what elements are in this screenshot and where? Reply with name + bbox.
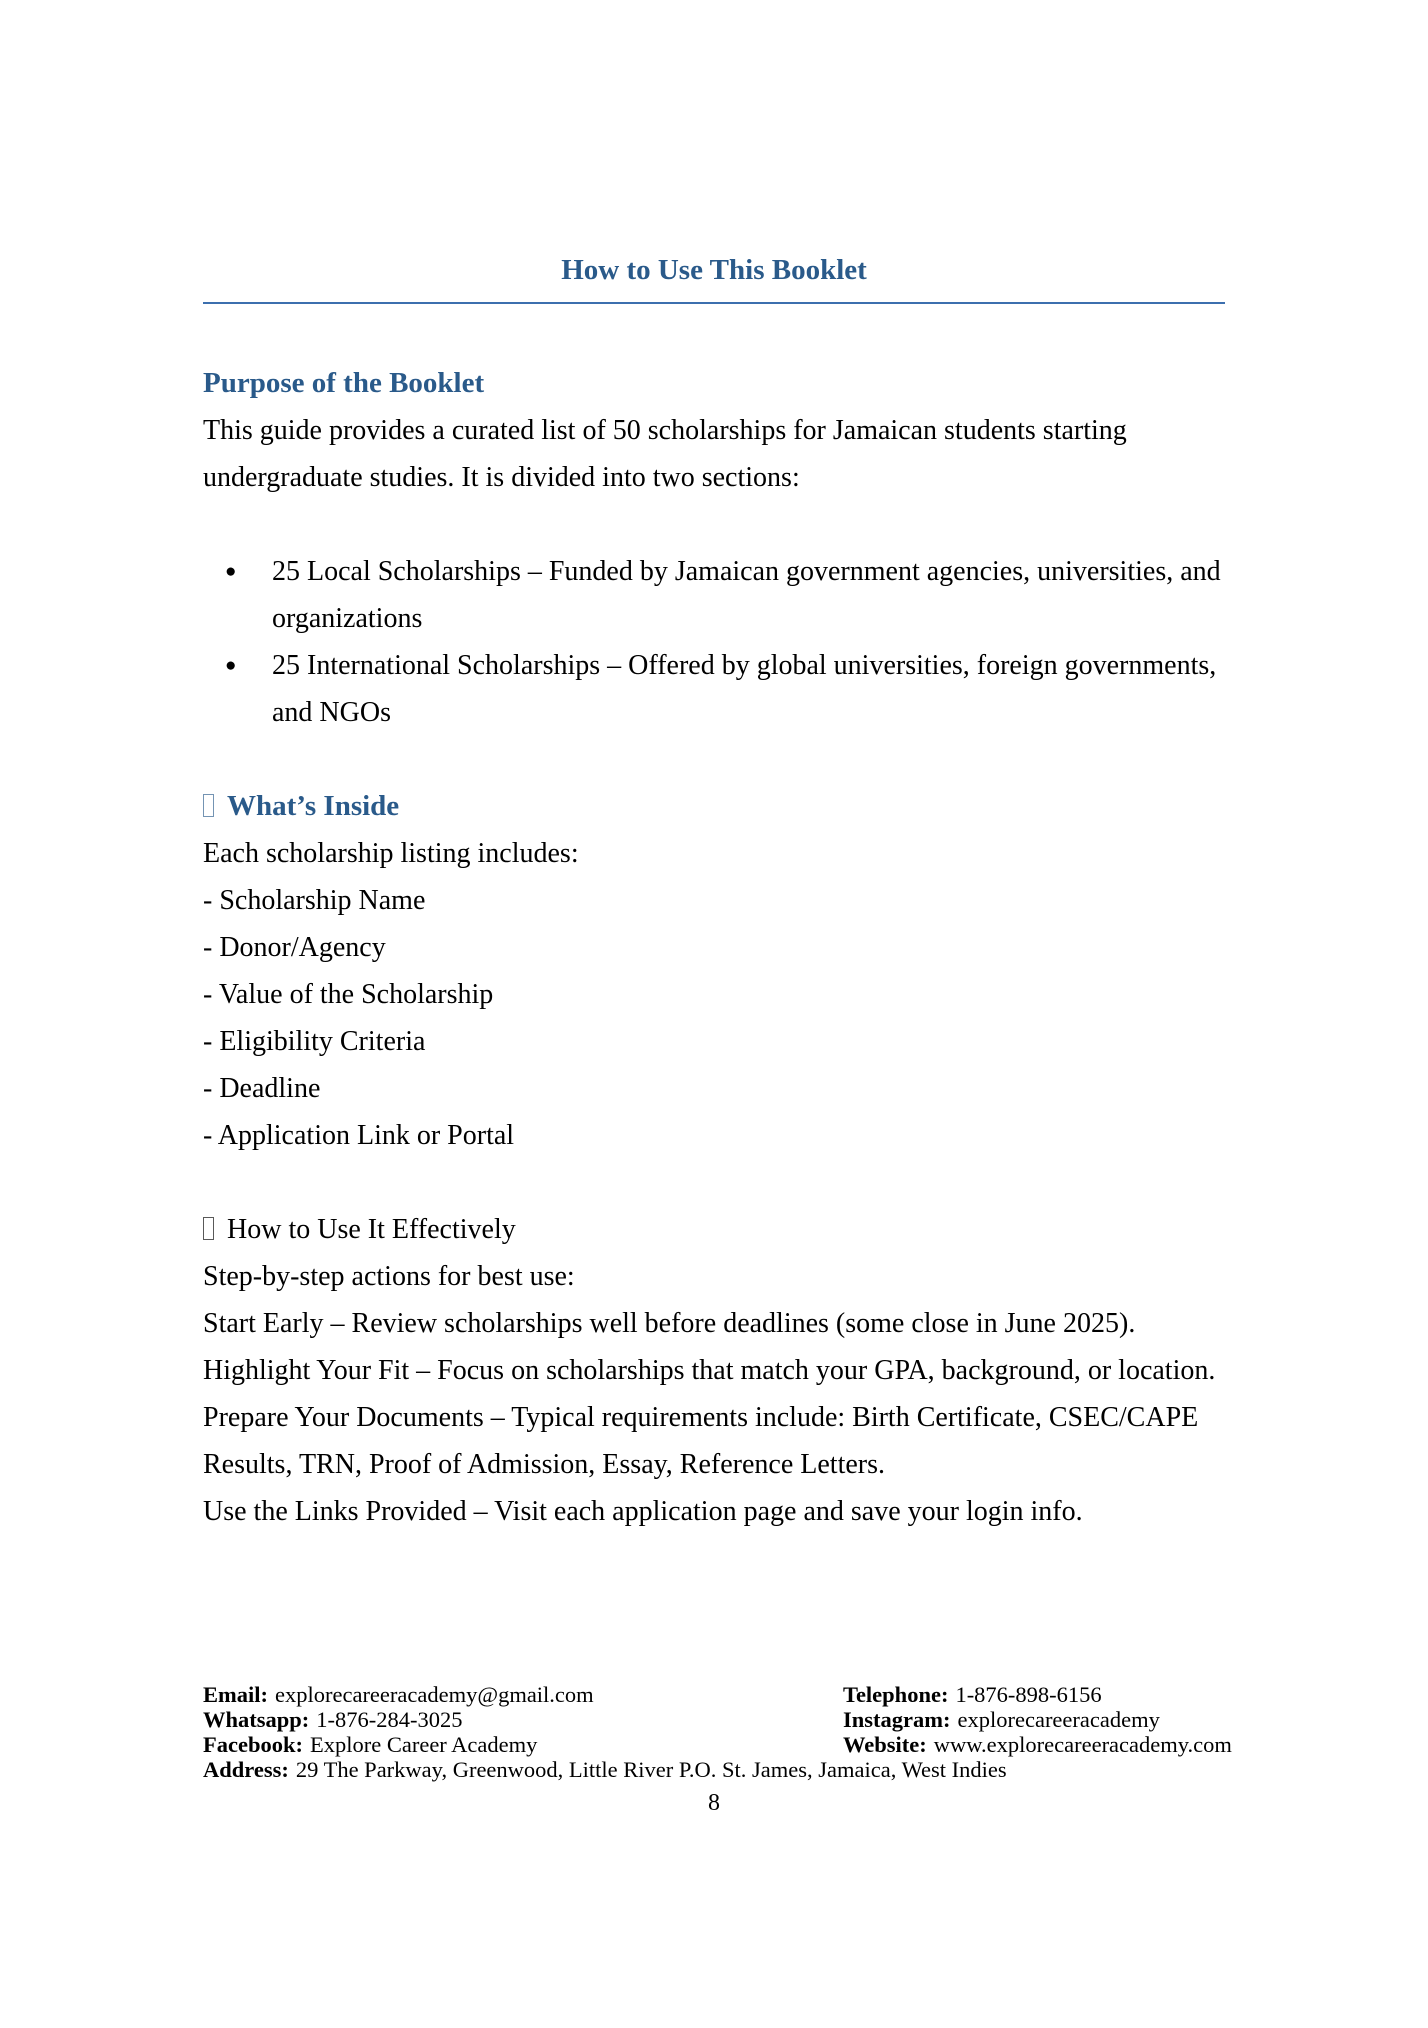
how-to-use-intro: Step-by-step actions for best use:: [203, 1261, 575, 1292]
footer-whatsapp: [203, 1707, 843, 1732]
step-text: Prepare Your Documents – Typical requirements include: Birth Certificate, CSEC/CAPE Results, TRN, Proof of Admission, Essay, Reference Letters.: [203, 1402, 1199, 1480]
scholarship-type-list: [203, 548, 1225, 736]
page-title: How to Use This Booklet: [561, 254, 867, 286]
footer-facebook-value: Explore Career Academy: [310, 1732, 538, 1757]
list-item-text: 25 International Scholarships – Offered by global universities, foreign governments, and NGOs: [272, 650, 1217, 728]
document-body: [203, 360, 1225, 1535]
list-item: - Eligibility Criteria: [203, 1026, 426, 1057]
footer-facebook-label: Facebook:: [203, 1732, 303, 1757]
list-item: [203, 642, 1225, 736]
bullet-icon: ●: [225, 561, 237, 582]
document-header: [203, 0, 1225, 304]
purpose-heading: Purpose of the Booklet: [203, 367, 485, 399]
list-item: - Value of the Scholarship: [203, 979, 494, 1010]
how-to-use-heading: [203, 1206, 1225, 1253]
footer-instagram-value: explorecareeracademy: [957, 1707, 1160, 1732]
footer-whatsapp-value: 1-876-284-3025: [316, 1707, 463, 1732]
footer-email: [203, 1682, 843, 1707]
title-rule: [203, 302, 1225, 304]
footer-telephone-label: Telephone:: [843, 1682, 949, 1707]
purpose-paragraph: This guide provides a curated list of 50 scholarships for Jamaican students starting undergraduate studies. It is divided into two sections:: [203, 415, 1127, 493]
footer-website-value: www.explorecareeracademy.com: [933, 1732, 1232, 1757]
whats-inside-heading: [203, 783, 1225, 830]
step-text: Start Early – Review scholarships well before deadlines (some close in June 2025).: [203, 1308, 1136, 1339]
list-item: - Scholarship Name: [203, 885, 426, 916]
footer-row: [203, 1707, 1225, 1732]
step-text: Highlight Your Fit – Focus on scholarships that match your GPA, background, or location.: [203, 1355, 1216, 1386]
list-item: - Donor/Agency: [203, 932, 386, 963]
list-item-text: 25 Local Scholarships – Funded by Jamaican government agencies, universities, and organizations: [272, 556, 1221, 634]
missing-glyph-icon: [203, 794, 214, 817]
footer-website-label: Website:: [843, 1732, 927, 1757]
whats-inside-intro: Each scholarship listing includes:: [203, 838, 579, 869]
footer-whatsapp-label: Whatsapp:: [203, 1707, 310, 1732]
footer-instagram: [843, 1707, 1225, 1732]
footer-facebook: [203, 1732, 843, 1757]
footer-email-label: Email:: [203, 1682, 268, 1707]
list-item: - Application Link or Portal: [203, 1120, 515, 1151]
footer-address-label: Address:: [203, 1757, 289, 1782]
footer-instagram-label: Instagram:: [843, 1707, 951, 1732]
page-number: 8: [708, 1790, 720, 1816]
list-item: [203, 548, 1225, 642]
list-item: - Deadline: [203, 1073, 321, 1104]
step-text: Use the Links Provided – Visit each application page and save your login info.: [203, 1496, 1083, 1527]
whats-inside-list: [203, 877, 1225, 1159]
footer-row: [203, 1682, 1225, 1707]
bullet-icon: ●: [225, 655, 237, 676]
footer-website: [843, 1732, 1232, 1757]
document-footer: [203, 1682, 1232, 1817]
footer-telephone-value: 1-876-898-6156: [955, 1682, 1102, 1707]
missing-glyph-icon: [203, 1217, 214, 1240]
how-to-use-heading-text: How to Use It Effectively: [227, 1214, 516, 1245]
whats-inside-heading-text: What’s Inside: [227, 790, 400, 822]
footer-address: [203, 1757, 1225, 1782]
footer-telephone: [843, 1682, 1225, 1707]
footer-email-value: explorecareeracademy@gmail.com: [275, 1682, 594, 1707]
footer-row: [203, 1732, 1232, 1757]
footer-address-value: 29 The Parkway, Greenwood, Little River P.O. St. James, Jamaica, West Indies: [295, 1757, 1007, 1782]
